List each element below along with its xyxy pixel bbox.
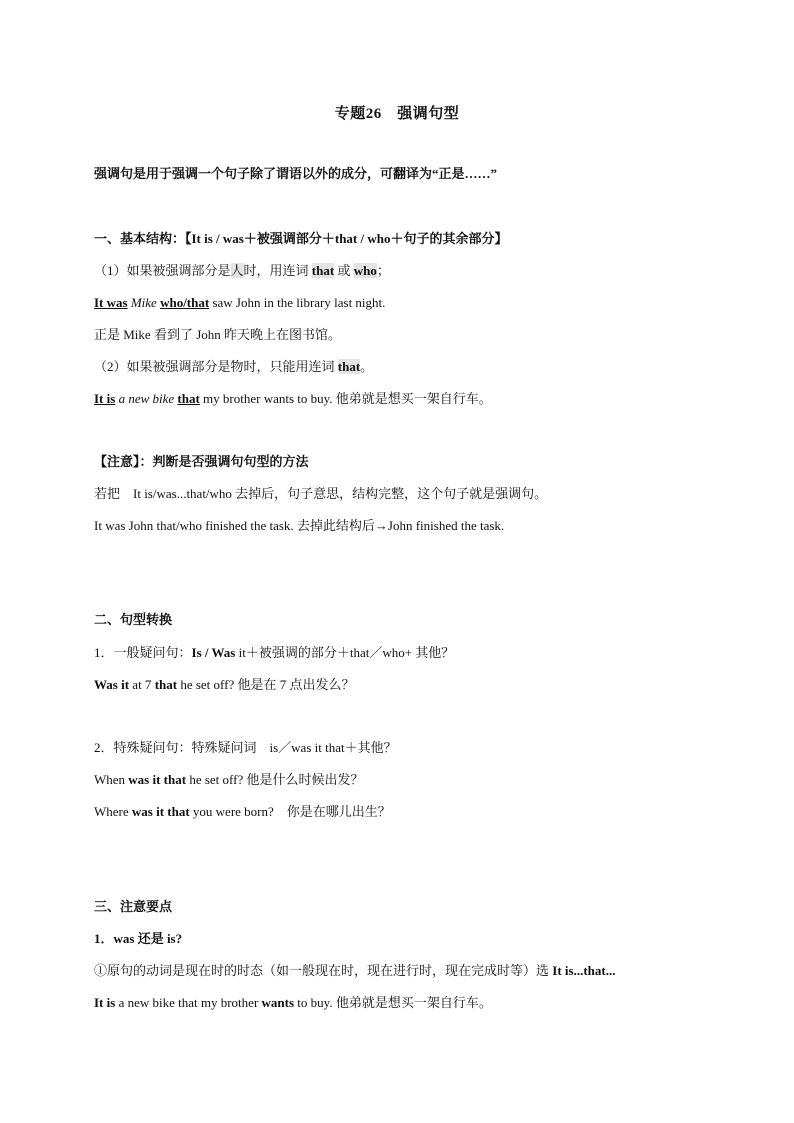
s2-ex2-rest: you were born? 你是在哪儿出生？ bbox=[189, 804, 391, 819]
note-heading: 【注意】：判断是否强调句句型的方法 bbox=[94, 454, 309, 469]
s2-ex-was-it: Was it bbox=[94, 677, 130, 692]
keyword-who: who bbox=[353, 263, 377, 278]
s2-point1 bbox=[94, 644, 734, 662]
example1 bbox=[94, 294, 734, 312]
case1-prefix: （1）如果被强调部分是 bbox=[94, 263, 231, 278]
ex1-it-was: It was bbox=[94, 295, 128, 310]
s2-ex1-pre: When bbox=[94, 772, 129, 787]
s2-ex-that: that bbox=[154, 677, 178, 692]
s2-ex-mid: at 7 bbox=[129, 677, 155, 692]
s2-ex2-bold: was it that bbox=[131, 804, 190, 819]
case2-that: that bbox=[337, 359, 361, 374]
section3-heading: 三、注意要点 bbox=[94, 899, 173, 914]
s2-point2-example1 bbox=[94, 771, 734, 789]
case2-end: 。 bbox=[360, 359, 374, 374]
example1-translation: 正是 Mike 看到了 John 昨天晚上在图书馆。 bbox=[94, 327, 342, 342]
ex1-mike: Mike bbox=[130, 295, 157, 310]
case2-line bbox=[94, 358, 734, 376]
ex2-that: that bbox=[177, 391, 200, 406]
case1-or: 或 bbox=[334, 263, 354, 278]
s2-ex1-rest: he set off? 他是什么时候出发？ bbox=[186, 772, 364, 787]
example2 bbox=[94, 390, 734, 408]
ex2-cn: 他弟就是想买一架自行车。 bbox=[335, 391, 492, 406]
s3-rule1 bbox=[94, 962, 734, 980]
case1-mid: 时，用连词 bbox=[243, 263, 312, 278]
note-line1: 若把 It is/was...that/who 去掉后，句子意思，结构完整，这个句子就是强调句。 bbox=[94, 486, 548, 501]
page-title: 专题26 强调句型 bbox=[334, 106, 460, 122]
s3-example bbox=[94, 994, 734, 1012]
s2-ex1-bold: was it that bbox=[128, 772, 187, 787]
section1-heading: 一、基本结构：【It is / was＋被强调部分＋that / who＋句子的其余部分】 bbox=[94, 231, 508, 246]
s3-ex-wants: wants bbox=[261, 995, 295, 1010]
ex1-who-that: who/that bbox=[160, 295, 210, 310]
s2-point2: 2．特殊疑问句：特殊疑问词 is／was it that＋其他？ bbox=[94, 740, 397, 755]
ex2-it-is: It is bbox=[94, 391, 116, 406]
ex1-rest: saw John in the library last night. bbox=[209, 295, 386, 310]
s2-ex-rest: he set off? 他是在 7 点出发么？ bbox=[177, 677, 355, 692]
s2-p1-prefix: 1．一般疑问句： bbox=[94, 645, 192, 660]
note-line2: It was John that/who finished the task. 去掉此结构后→John finished the task. bbox=[94, 518, 505, 533]
s2-point1-example bbox=[94, 676, 734, 694]
s3-question1: 1．was 还是 is? bbox=[94, 931, 183, 946]
case2-prefix: （2）如果被强调部分是物时，只能用连词 bbox=[94, 359, 338, 374]
case1-end: ； bbox=[376, 263, 390, 278]
keyword-that: that bbox=[311, 263, 335, 278]
intro-text: 强调句是用于强调一个句子除了谓语以外的成分，可翻译为“正是……” bbox=[94, 166, 498, 181]
highlight-ren: 人 bbox=[230, 263, 244, 278]
s3-ex-rest: to buy. 他弟就是想买一架自行车。 bbox=[294, 995, 492, 1010]
ex2-rest: my brother wants to buy. bbox=[199, 391, 333, 406]
s2-ex2-pre: Where bbox=[94, 804, 132, 819]
ex2-bike: a new bike bbox=[118, 391, 175, 406]
s2-point2-example2 bbox=[94, 803, 734, 821]
s3-rule1-prefix: ①原句的动词是现在时的时态（如一般现在时，现在进行时，现在完成时等）选 bbox=[94, 963, 553, 978]
s3-ex-mid: a new bike that my brother bbox=[115, 995, 262, 1010]
s2-p1-bold: Is / Was bbox=[191, 645, 236, 660]
s3-rule1-bold: It is...that... bbox=[552, 963, 616, 978]
section2-heading: 二、句型转换 bbox=[94, 612, 173, 627]
case1-line bbox=[94, 262, 734, 280]
s2-p1-rest: it＋被强调的部分＋that／who+ 其他？ bbox=[235, 645, 455, 660]
s3-ex-it-is: It is bbox=[94, 995, 116, 1010]
